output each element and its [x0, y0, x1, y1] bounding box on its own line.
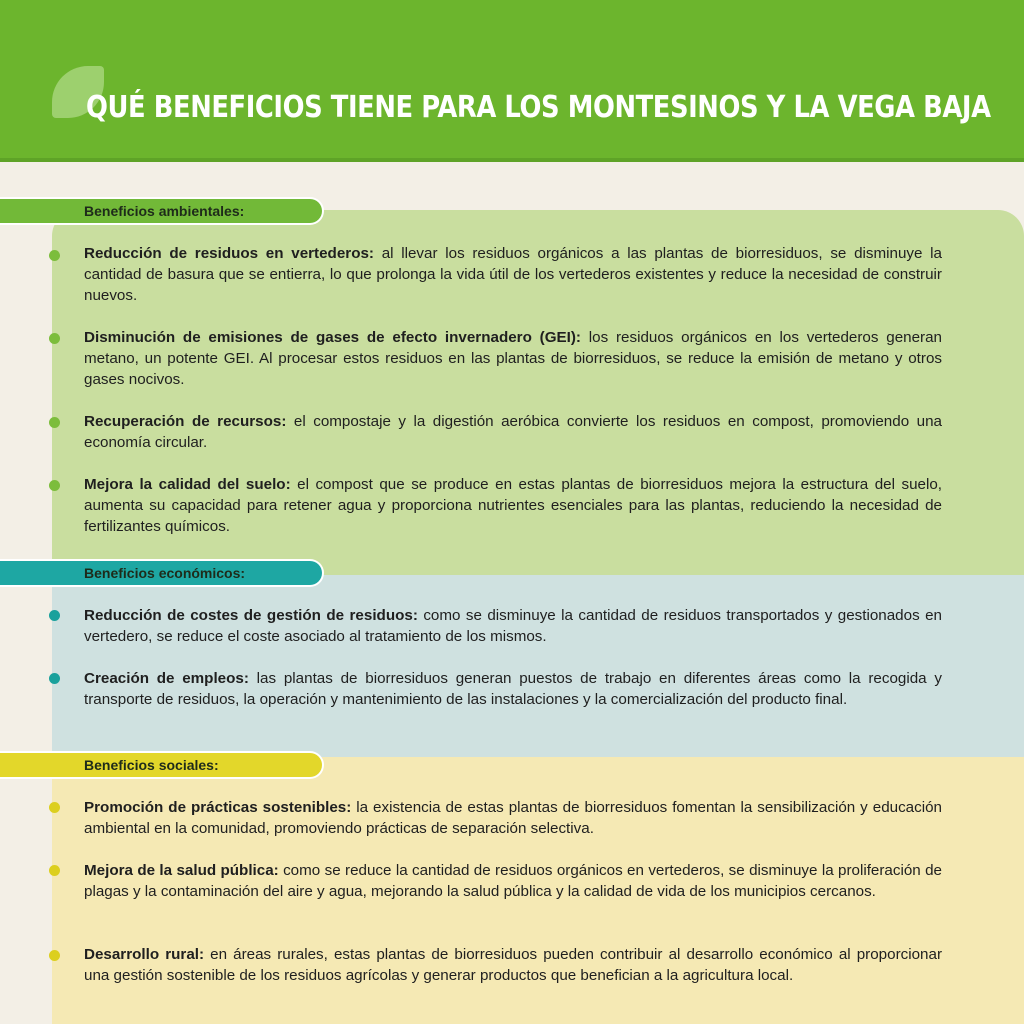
list-item: Mejora de la salud pública: como se reduce la cantidad de residuos orgánicos en vertederos, se disminuye la proliferación de plagas y la contaminación del aire y agua, mejorando la salud pública y la calidad de vida de los municipios cercanos.	[84, 862, 943, 900]
bullet-icon	[49, 480, 60, 491]
section-label-economic: Beneficios económicos:	[0, 559, 324, 587]
list-item: Creación de empleos: las plantas de biorresiduos generan puestos de trabajo en diferentes áreas como la recogida y transporte de residuos, la operación y mantenimiento de las instalaciones y la comercialización del producto final.	[84, 670, 942, 708]
list-item: Desarrollo rural: en áreas rurales, estas plantas de biorresiduos pueden contribuir al desarrollo económico al proporcionar una gestión sostenible de los residuos agrícolas y generar productos que benefician a la agricultura local.	[84, 946, 942, 984]
bullet-icon	[49, 417, 60, 428]
section-label-social: Beneficios sociales:	[0, 751, 324, 779]
page-title: QUÉ BENEFICIOS TIENE PARA LOS MONTESINOS Y LA VEGA BAJA	[86, 90, 991, 125]
bullet-icon	[49, 333, 60, 344]
bullet-icon	[49, 250, 60, 261]
bullet-icon	[49, 950, 60, 961]
bullet-icon	[49, 610, 60, 621]
list-item: Promoción de prácticas sostenibles: la existencia de estas plantas de biorresiduos fomentan la sensibilización y educación ambiental en la comunidad, promoviendo prácticas de separación selectiva.	[84, 799, 942, 837]
economic-panel	[52, 575, 1024, 757]
bullet-icon	[49, 673, 60, 684]
bullet-icon	[49, 802, 60, 813]
list-item: Mejora la calidad del suelo: el compost que se produce en estas plantas de biorresiduos mejora la estructura del suelo, aumenta su capacidad para retener agua y proporciona nutrientes esenciales para las plantas, reduciendo la necesidad de fertilizantes químicos.	[84, 476, 943, 535]
section-label-environmental: Beneficios ambientales:	[0, 197, 324, 225]
header-banner	[0, 0, 1024, 158]
list-item: Disminución de emisiones de gases de efecto invernadero (GEI): los residuos orgánicos en los vertederos generan metano, un potente GEI. Al procesar estos residuos en las plantas de biorresiduos, se reduce la emisión de metano y otros gases nocivos.	[84, 329, 942, 388]
bullet-icon	[49, 865, 60, 876]
list-item: Reducción de residuos en vertederos: al llevar los residuos orgánicos a las plantas de biorresiduos, se disminuye la cantidad de basura que se entierra, lo que prolonga la vida útil de los vertederos existentes y reduce la necesidad de construir nuevos.	[84, 245, 942, 304]
list-item: Recuperación de recursos: el compostaje y la digestión aeróbica convierte los residuos en compost, promoviendo una economía circular.	[84, 413, 942, 451]
list-item: Reducción de costes de gestión de residuos: como se disminuye la cantidad de residuos transportados y gestionados en vertedero, se reduce el coste asociado al tratamiento de los mismos.	[84, 607, 942, 645]
